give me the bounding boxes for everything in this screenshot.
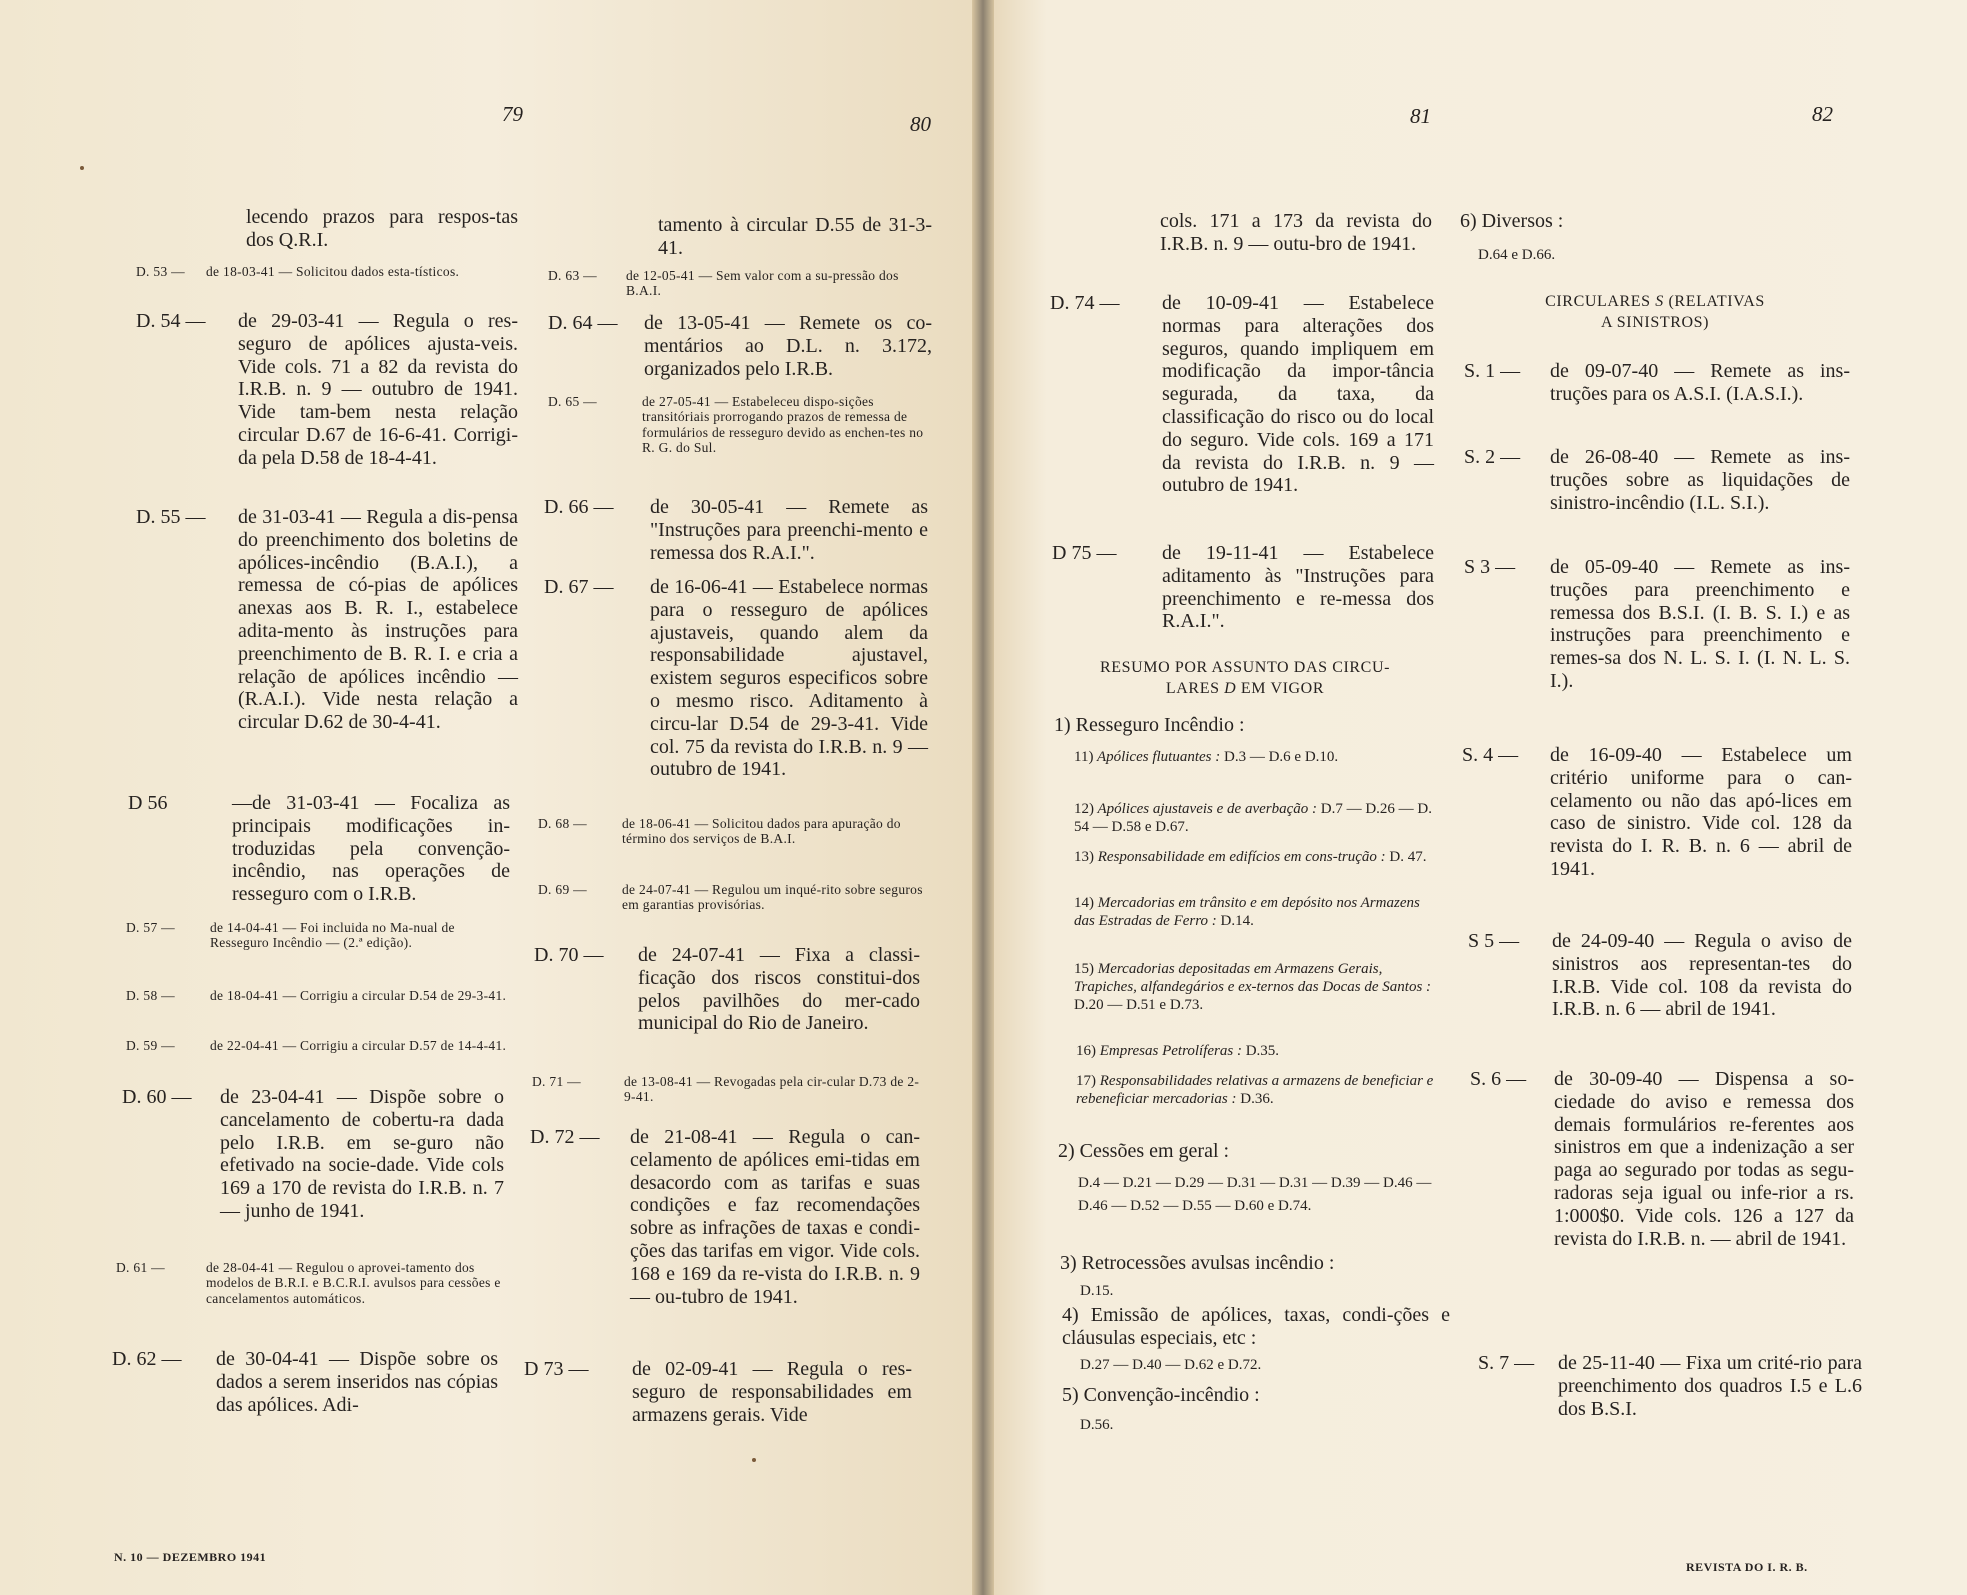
list-item xyxy=(1160,210,1432,256)
list-item xyxy=(1470,1068,1854,1250)
entry-code: D 73 — xyxy=(524,1358,589,1380)
entry-text: de 23-04-41 — Dispõe sobre o cancelamento de cobertu-ra dada pelo I.R.B. em se-guro não efetivado na socie-dade. Vide cols 169 a 170 de revista do I.R.B. n. 7 — junho de 1941. xyxy=(220,1086,504,1222)
list-item xyxy=(1478,1352,1862,1420)
entry-code: S. 6 — xyxy=(1470,1068,1527,1090)
entry-text: de 19-11-41 — Estabelece aditamento às "Instruções para preenchimento e re-messa dos R.A.I.". xyxy=(1162,542,1434,633)
list-item xyxy=(530,1126,920,1308)
list-item xyxy=(112,1348,498,1416)
entry-code: D. 59 — xyxy=(126,1038,175,1053)
list-item xyxy=(136,310,518,470)
list-item xyxy=(1464,556,1850,693)
entry-code: D. 57 — xyxy=(126,920,175,935)
entry-text: —de 31-03-41 — Focaliza as principais modificações in-troduzidas pela convenção-incêndio, nas operações de resseguro com o I.R.B. xyxy=(232,792,510,906)
section-6-title: 6) Diversos : xyxy=(1460,210,1564,232)
section-3-refs: D.15. xyxy=(1080,1283,1114,1299)
entry-text: de 21-08-41 — Regula o can-celamento de apólices emi-tidas em desacordo com as tarifas e suas condições e faz recomendações sobre as infrações de taxas e condi-ções das tarifas em vigor. Vide cols. 168 e 169 da re-vista do I.R.B. n. 9 — ou-tubro de 1941. xyxy=(630,1126,920,1308)
entry-code: D. 55 — xyxy=(136,506,206,528)
entry-code: D 56 xyxy=(128,792,168,814)
entry-code: D. 61 — xyxy=(116,1260,165,1275)
entry-code: D. 72 — xyxy=(530,1126,600,1148)
entry-text: de 18-06-41 — Solicitou dados para apuração do término dos serviços de B.A.I. xyxy=(622,816,901,847)
entry-text: de 05-09-40 — Remete as ins-truções para preenchimento e remessa dos B.S.I. (I. B. S. I.) e as instruções para preenchimento e remes-sa dos N. L. S. I. (I. N. L. S. I.). xyxy=(1550,556,1850,692)
entry-code: D. 67 — xyxy=(544,576,614,598)
entry-code: D. 64 — xyxy=(548,312,618,334)
section-2-title: 2) Cessões em geral : xyxy=(1058,1140,1230,1162)
entry-text: tamento à circular D.55 de 31-3-41. xyxy=(658,214,932,259)
list-item xyxy=(544,576,928,781)
entry-code: D. 63 — xyxy=(548,268,597,283)
entry-text: de 29-03-41 — Regula o res-seguro de apólices ajusta-veis. Vide cols. 71 a 82 da revista do I.R.B. n. 9 — outubro de 1941. Vide tam-bem nesta relação circular D.67 de 16-6-41. Corrigi-da pela D.58 de 18-4-41. xyxy=(238,310,518,469)
list-item xyxy=(126,988,508,1003)
ink-speck xyxy=(752,1458,756,1462)
entry-text: de 27-05-41 — Estabeleceu dispo-sições transitóriais prorrogando prazos de remessa de formulários de resseguro devido as enchen-tes no R. G. do Sul. xyxy=(642,394,924,456)
entry-text: de 10-09-41 — Estabelece normas para alterações dos seguros, quando impliquem em modificação da impor-tância segurada, da taxa, da classificação do risco ou do local do seguro. Vide cols. 169 a 171 da revista do I.R.B. n. 9 — outubro de 1941. xyxy=(1162,292,1434,497)
entry-code: D. 53 — xyxy=(136,264,185,279)
heading-line: RESUMO POR ASSUNTO DAS CIRCU- xyxy=(1099,659,1391,676)
entry-code: D. 62 — xyxy=(112,1348,182,1370)
list-item xyxy=(1464,446,1850,514)
list-item xyxy=(1464,360,1850,406)
page-number-79: 79 xyxy=(502,102,523,126)
list-item xyxy=(1468,930,1852,1021)
entry-code: D. 74 — xyxy=(1050,292,1120,314)
entry-code: D. 70 — xyxy=(534,944,604,966)
section-5-refs: D.56. xyxy=(1080,1417,1114,1433)
page-number-82: 82 xyxy=(1812,102,1833,126)
list-item xyxy=(548,312,932,380)
list-item xyxy=(538,816,924,847)
entry-text: de 30-05-41 — Remete as "Instruções para preenchi-mento e remessa dos R.A.I.". xyxy=(650,496,928,564)
section-5-title: 5) Convenção-incêndio : xyxy=(1062,1384,1260,1406)
entry-text: de 24-07-41 — Regulou um inqué-rito sobre seguros em garantias provisórias. xyxy=(622,882,923,913)
list-item xyxy=(532,1074,920,1105)
entry-text: lecendo prazos para respos-tas dos Q.R.I. xyxy=(246,206,518,251)
page-number-81: 81 xyxy=(1410,104,1431,128)
entry-code: S. 2 — xyxy=(1464,446,1521,468)
entry-text: de 16-06-41 — Estabelece normas para o resseguro de apólices ajustaveis, quando alem da responsabilidade ajustavel, existem seguros especificos sobre o mesmo risco. Aditamento à circu-lar D.54 de 29-3-41. Vide col. 75 da revista do I.R.B. n. 9 — outubro de 1941. xyxy=(650,576,928,781)
section-heading-resumo xyxy=(1050,658,1440,700)
entry-code: S. 4 — xyxy=(1462,744,1519,766)
list-item xyxy=(1052,542,1434,633)
section-1-title: 1) Resseguro Incêndio : xyxy=(1054,714,1245,736)
section-4-title: 4) Emissão de apólices, taxas, condi-ções e cláusulas especiais, etc : xyxy=(1062,1304,1450,1349)
list-item xyxy=(544,496,928,564)
section-heading-circulares-s xyxy=(1460,292,1850,334)
sub-item-11: 11) Apólices flutuantes : D.3 — D.6 e D.10. xyxy=(1074,749,1339,765)
entry-text: de 18-04-41 — Corrigiu a circular D.54 de 29-3-41. xyxy=(210,988,507,1003)
list-item xyxy=(548,268,932,299)
entry-code: S. 1 — xyxy=(1464,360,1521,382)
entry-text: de 02-09-41 — Regula o res-seguro de responsabilidades em armazens gerais. Vide xyxy=(632,1358,912,1426)
entry-code: D. 66 — xyxy=(544,496,614,518)
list-item xyxy=(122,1086,504,1223)
entry-text: de 13-08-41 — Revogadas pela cir-cular D.73 de 2-9-41. xyxy=(624,1074,920,1105)
sub-item-12: 12) Apólices ajustaveis e de averbação : D.7 — D.26 — D. 54 — D.58 e D.67. xyxy=(1074,801,1432,835)
entry-code: S 3 — xyxy=(1464,556,1516,578)
entry-code: D. 65 — xyxy=(548,394,597,409)
section-2-refs: D.4 — D.21 — D.29 — D.31 — D.31 — D.39 — D.46 — D.46 — D.52 — D.55 — D.60 e D.74. xyxy=(1078,1175,1432,1214)
footer-right: REVISTA DO I. R. B. xyxy=(1686,1560,1808,1574)
list-item xyxy=(128,792,510,906)
entry-text: de 18-03-41 — Solicitou dados esta-tísticos. xyxy=(206,264,460,279)
entry-code: D. 69 — xyxy=(538,882,587,897)
list-item xyxy=(1462,744,1852,881)
sub-item-13: 13) Responsabilidade em edifícios em cons-trução : D. 47. xyxy=(1074,849,1427,865)
heading-line: LARES D EM VIGOR xyxy=(1165,679,1325,697)
sub-item-16: 16) Empresas Petrolíferas : D.35. xyxy=(1076,1043,1280,1059)
entry-text: de 24-09-40 — Regula o aviso de sinistros aos representan-tes do I.R.B. Vide col. 108 da revista do I.R.B. n. 6 — abril de 1941. xyxy=(1552,930,1852,1021)
footer-left: N. 10 — DEZEMBRO 1941 xyxy=(114,1550,267,1564)
entry-code: S. 7 — xyxy=(1478,1352,1535,1374)
section-4-refs: D.27 — D.40 — D.62 e D.72. xyxy=(1080,1357,1262,1373)
entry-text: de 09-07-40 — Remete as ins-truções para os A.S.I. (I.A.S.I.). xyxy=(1550,360,1850,405)
entry-code: D. 58 — xyxy=(126,988,175,1003)
list-item xyxy=(1050,292,1434,497)
entry-text: de 31-03-41 — Regula a dis-pensa do preenchimento dos boletins de apólices-incêndio (B.A.I.), a remessa de có-pias de apólices anexas aos B. R. I., estabelece adita-mento às instruções para preenchimento de B. R. I. e cria a relação de apólices incêndio — (R.A.I.). Vide nesta relação a circular D.62 de 30-4-41. xyxy=(238,506,518,734)
entry-code: D. 71 — xyxy=(532,1074,581,1089)
list-item xyxy=(126,1038,508,1053)
entry-code: D. 54 — xyxy=(136,310,206,332)
list-item xyxy=(548,394,932,456)
sub-item-15: 15) Mercadorias depositadas em Armazens Gerais, Trapiches, alfandegários e ex-ternos das Docas de Santos : D.20 — D.51 e D.73. xyxy=(1074,961,1432,1013)
heading-line: A SINISTROS) xyxy=(1600,313,1710,331)
entry-code: D 75 — xyxy=(1052,542,1117,564)
list-item xyxy=(538,882,924,913)
list-item xyxy=(534,944,920,1035)
list-item xyxy=(524,1358,912,1426)
entry-text: de 12-05-41 — Sem valor com a su-pressão dos B.A.I. xyxy=(626,268,899,299)
entry-code: S 5 — xyxy=(1468,930,1520,952)
book-gutter xyxy=(972,0,994,1595)
list-item xyxy=(136,506,518,734)
section-3-title: 3) Retrocessões avulsas incêndio : xyxy=(1060,1252,1335,1274)
list-item xyxy=(116,1260,502,1306)
section-6-refs: D.64 e D.66. xyxy=(1478,247,1556,263)
page-number-80: 80 xyxy=(910,112,931,136)
entry-text: cols. 171 a 173 da revista do I.R.B. n. 9 — outu-bro de 1941. xyxy=(1160,210,1432,255)
entry-text: de 13-05-41 — Remete os co-mentários ao D.L. n. 3.172, organizados pelo I.R.B. xyxy=(644,312,932,380)
entry-code: D. 68 — xyxy=(538,816,587,831)
entry-text: de 26-08-40 — Remete as ins-truções sobre as liquidações de sinistro-incêndio (I.L. S.I.). xyxy=(1550,446,1850,514)
entry-text: de 30-09-40 — Dispensa a so-ciedade do aviso e remessa dos demais formulários re-ferentes aos sinistros em que a indenização a ser paga ao segurado por todas as segu-radoras seja igual ou infe-rior a rs. 1:000$0. Vide cols. 126 a 127 da revista do I.R.B. n. — abril de 1941. xyxy=(1554,1068,1854,1250)
sub-item-14: 14) Mercadorias em trânsito e em depósito nos Armazens das Estradas de Ferro : D.14. xyxy=(1074,895,1420,929)
entry-text: de 14-04-41 — Foi incluida no Ma-nual de Resseguro Incêndio — (2.ª edição). xyxy=(210,920,455,951)
list-item xyxy=(246,206,518,252)
entry-text: de 16-09-40 — Estabelece um critério uniforme para o can-celamento ou não das apó-lices em caso de sinistro. Vide col. 128 da revista do I. R. B. n. 6 — abril de 1941. xyxy=(1550,744,1852,880)
heading-line: CIRCULARES S (RELATIVAS xyxy=(1545,293,1765,310)
list-item xyxy=(126,920,508,951)
ink-speck xyxy=(80,166,84,170)
sub-item-17: 17) Responsabilidades relativas a armazens de beneficiar e rebeneficiar mercadorias : D.36. xyxy=(1076,1073,1434,1107)
entry-text: de 25-11-40 — Fixa um crité-rio para preenchimento dos quadros I.5 e L.6 dos B.S.I. xyxy=(1558,1352,1862,1420)
entry-code: D. 60 — xyxy=(122,1086,192,1108)
entry-text: de 24-07-41 — Fixa a classi-ficação dos riscos constitui-dos pelos pavilhões do mer-cado municipal do Rio de Janeiro. xyxy=(638,944,920,1035)
list-item xyxy=(136,264,518,279)
entry-text: de 30-04-41 — Dispõe sobre os dados a serem inseridos nas cópias das apólices. Adi- xyxy=(216,1348,498,1416)
entry-text: de 22-04-41 — Corrigiu a circular D.57 de 14-4-41. xyxy=(210,1038,507,1053)
list-item xyxy=(658,214,932,260)
entry-text: de 28-04-41 — Regulou o aprovei-tamento dos modelos de B.R.I. e B.C.R.I. avulsos para cessões e cancelamentos automáticos. xyxy=(206,1260,501,1306)
